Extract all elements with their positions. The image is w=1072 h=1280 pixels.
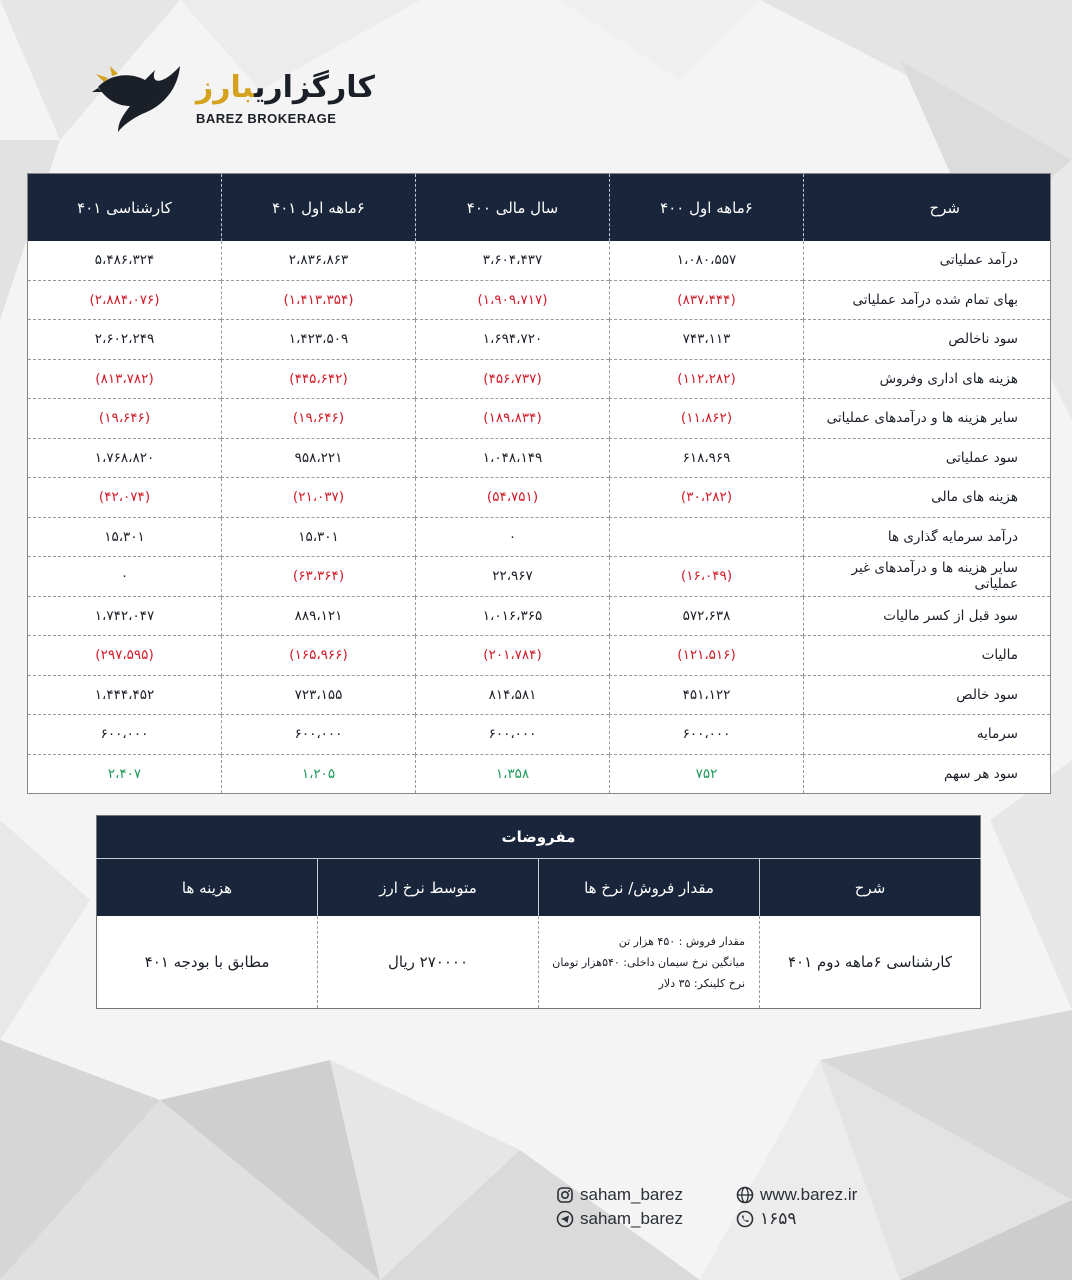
instagram-contact[interactable] [556,1183,683,1207]
header-forecast-1401: کارشناسی ۴۰۱ [28,174,222,242]
cell-h1-1400: (۸۳۷،۴۴۴) [610,280,804,320]
row-label: سود هر سهم [804,754,1051,794]
cell-h1-1401: (۲۱،۰۳۷) [222,478,416,518]
telegram-handle[interactable]: saham_barez [580,1209,684,1228]
cell-fy-1400: (۱،۹۰۹،۷۱۷) [416,280,610,320]
row-label: سود ناخالص [804,320,1051,360]
cell-forecast-1401: ۲،۴۰۷ [28,754,222,794]
table-row [28,596,1051,636]
cell-forecast-1401: (۲۹۷،۵۹۵) [28,636,222,676]
cell-forecast-1401: ۶۰۰،۰۰۰ [28,715,222,755]
assumptions-fx-rate: ۲۷۰۰۰۰ ریال [318,916,539,1009]
brand-name-fa-accent: بارز [196,70,255,105]
barez-eagle-logo [90,62,380,134]
brand-name-fa-main: کارگزاری [254,70,375,105]
cell-h1-1401: ۱۵،۳۰۱ [222,517,416,557]
header-h1-1401: ۶ماهه اول ۴۰۱ [222,174,416,242]
assumptions-label: کارشناسی ۶ماهه دوم ۴۰۱ [760,916,981,1009]
phone-contact[interactable] [736,1207,857,1231]
cell-fy-1400: ۸۱۴،۵۸۱ [416,675,610,715]
cell-forecast-1401: ۵،۴۸۶،۳۲۴ [28,241,222,280]
cell-forecast-1401: (۲،۸۸۴،۰۷۶) [28,280,222,320]
header-fy-1400: سال مالی ۴۰۰ [416,174,610,242]
cell-h1-1400: (۱۱،۸۶۲) [610,399,804,439]
cell-h1-1400: (۳۰،۲۸۲) [610,478,804,518]
cell-fy-1400: ۰ [416,517,610,557]
telegram-contact[interactable] [556,1207,683,1231]
assumptions-row [97,916,981,1009]
cell-forecast-1401: ۲،۶۰۲،۲۴۹ [28,320,222,360]
cell-h1-1400: ۶۱۸،۹۶۹ [610,438,804,478]
assumption-line-clinker: نرخ کلینکر: ۳۵ دلار [658,976,746,990]
table-row [28,754,1051,794]
cell-h1-1400: ۷۵۲ [610,754,804,794]
row-label: سرمایه [804,715,1051,755]
cell-h1-1400: ۱،۰۸۰،۵۵۷ [610,241,804,280]
cell-h1-1401: ۸۸۹،۱۲۱ [222,596,416,636]
header-description: شرح [804,174,1051,242]
cell-fy-1400: (۵۴،۷۵۱) [416,478,610,518]
row-label: مالیات [804,636,1051,676]
cell-h1-1400: ۴۵۱،۱۲۲ [610,675,804,715]
table-row [28,438,1051,478]
cell-h1-1401: (۶۳،۳۶۴) [222,557,416,597]
table-row [28,675,1051,715]
table-row [28,715,1051,755]
cell-h1-1401: (۱۹،۶۴۶) [222,399,416,439]
cell-h1-1400: ۷۴۳،۱۱۳ [610,320,804,360]
cell-fy-1400: (۱۸۹،۸۳۴) [416,399,610,439]
row-label: سود عملیاتی [804,438,1051,478]
cell-forecast-1401: ۱،۷۴۲،۰۴۷ [28,596,222,636]
instagram-icon [556,1186,574,1204]
cell-h1-1400: ۵۷۲،۶۳۸ [610,596,804,636]
table-header-row [28,174,1051,242]
row-label: هزینه های اداری وفروش [804,359,1051,399]
row-label: درآمد عملیاتی [804,241,1051,280]
website-contact[interactable] [736,1183,857,1207]
cell-forecast-1401: ۱،۷۶۸،۸۲۰ [28,438,222,478]
cell-fy-1400: ۱،۰۱۶،۳۶۵ [416,596,610,636]
header-h1-1400: ۶ماهه اول ۴۰۰ [610,174,804,242]
assumptions-costs: مطابق با بودجه ۴۰۱ [144,953,270,971]
cell-forecast-1401: ۱۵،۳۰۱ [28,517,222,557]
cell-h1-1401: ۱،۴۲۳،۵۰۹ [222,320,416,360]
phone-number[interactable]: ۱۶۵۹ [760,1209,797,1228]
cell-fy-1400: ۱،۳۵۸ [416,754,610,794]
row-label: سایر هزینه ها و درآمدهای غیر عملیاتی [804,557,1051,597]
brand-name-en: BAREZ BROKERAGE [196,111,337,126]
cell-h1-1400 [610,517,804,557]
globe-icon [736,1186,754,1204]
assumptions-header-description: شرح [760,859,981,917]
cell-forecast-1401: (۴۲،۰۷۴) [28,478,222,518]
website-url[interactable]: www.barez.ir [760,1185,858,1204]
cell-fy-1400: (۲۰۱،۷۸۴) [416,636,610,676]
table-row [28,320,1051,360]
row-label: هزینه های مالی [804,478,1051,518]
cell-h1-1401: (۱۶۵،۹۶۶) [222,636,416,676]
assumptions-header-sales-rates: مقدار فروش/ نرخ ها [539,859,760,917]
assumptions-header-costs: هزینه ها [97,859,318,917]
cell-h1-1401: ۲،۸۳۶،۸۶۳ [222,241,416,280]
cell-forecast-1401: (۱۹،۶۴۶) [28,399,222,439]
table-row [28,636,1051,676]
instagram-handle[interactable]: saham_barez [580,1185,684,1204]
cell-h1-1401: ۱،۲۰۵ [222,754,416,794]
income-statement-table [27,173,1051,794]
cell-forecast-1401: ۰ [28,557,222,597]
cell-h1-1400: (۱۲۱،۵۱۶) [610,636,804,676]
assumptions-table [96,815,981,1009]
cell-forecast-1401: ۱،۴۴۴،۴۵۲ [28,675,222,715]
table-row [28,280,1051,320]
cell-fy-1400: ۱،۰۴۸،۱۴۹ [416,438,610,478]
phone-icon [736,1210,754,1228]
assumptions-title: مفروضات [97,816,981,859]
cell-h1-1401: (۴۴۵،۶۴۲) [222,359,416,399]
cell-fy-1400: ۲۲،۹۶۷ [416,557,610,597]
cell-h1-1401: (۱،۴۱۳،۳۵۴) [222,280,416,320]
assumptions-sales-rates [539,916,760,1009]
table-row [28,359,1051,399]
footer-social [556,1183,683,1231]
cell-fy-1400: ۳،۶۰۴،۴۳۷ [416,241,610,280]
row-label: بهای تمام شده درآمد عملیاتی [804,280,1051,320]
row-label: درآمد سرمایه گذاری ها [804,517,1051,557]
assumption-line-sales: مقدار فروش : ۴۵۰ هزار تن [618,934,746,948]
row-label: سایر هزینه ها و درآمدهای عملیاتی [804,399,1051,439]
table-row [28,241,1051,280]
cell-h1-1401: ۹۵۸،۲۲۱ [222,438,416,478]
assumptions-header-row [97,859,981,917]
assumption-line-cement-price: میانگین نرخ سیمان داخلی: ۵۴۰هزار تومان [552,955,746,969]
table-row [28,478,1051,518]
cell-forecast-1401: (۸۱۳،۷۸۲) [28,359,222,399]
cell-h1-1400: (۱۱۲،۲۸۲) [610,359,804,399]
cell-fy-1400: ۶۰۰،۰۰۰ [416,715,610,755]
table-row [28,517,1051,557]
cell-fy-1400: ۱،۶۹۴،۷۲۰ [416,320,610,360]
cell-h1-1400: (۱۶،۰۴۹) [610,557,804,597]
table-row [28,557,1051,597]
footer-contact [736,1183,857,1231]
cell-h1-1400: ۶۰۰،۰۰۰ [610,715,804,755]
row-label: سود خالص [804,675,1051,715]
cell-fy-1400: (۴۵۶،۷۳۷) [416,359,610,399]
assumptions-header-fx-rate: متوسط نرخ ارز [318,859,539,917]
telegram-icon [556,1210,574,1228]
table-row [28,399,1051,439]
cell-h1-1401: ۷۲۳،۱۵۵ [222,675,416,715]
cell-h1-1401: ۶۰۰،۰۰۰ [222,715,416,755]
row-label: سود قبل از کسر مالیات [804,596,1051,636]
